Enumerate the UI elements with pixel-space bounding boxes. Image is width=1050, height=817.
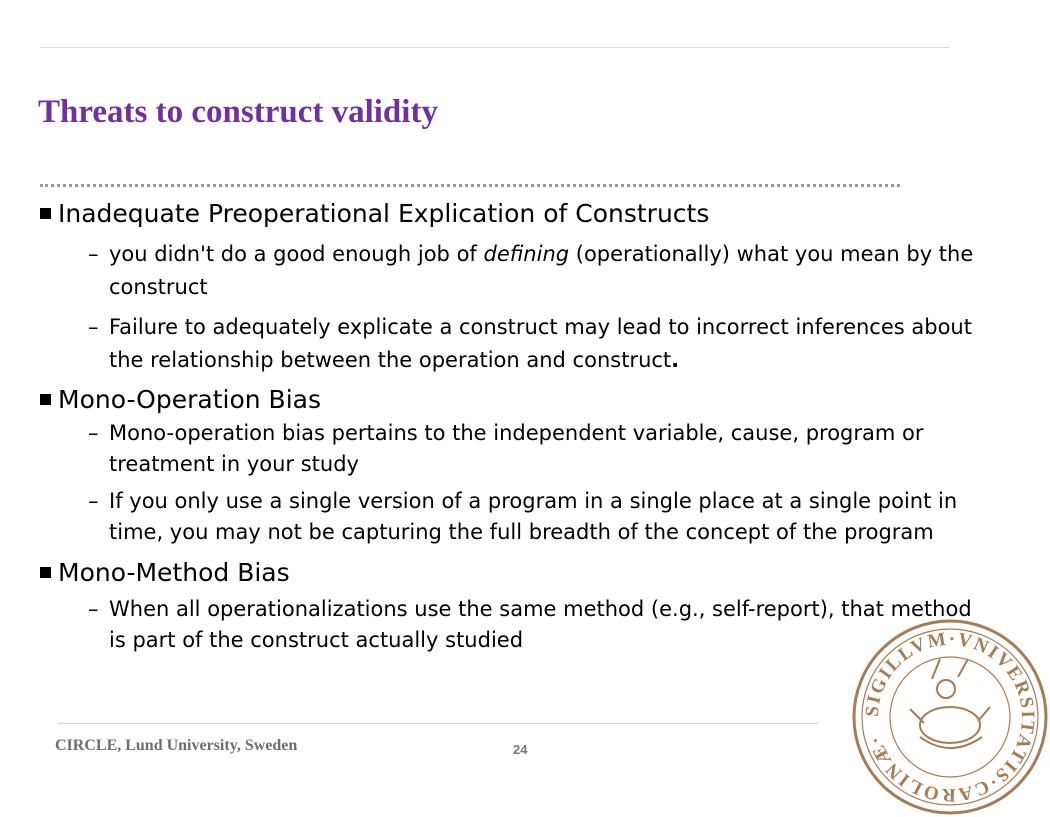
bullet-text: Mono-Method Bias (58, 558, 290, 587)
footer-divider (58, 723, 818, 724)
bullet-text: Inadequate Preoperational Explication of Constructs (58, 199, 710, 228)
dash-marker: – (88, 597, 99, 621)
dash-marker: – (88, 315, 99, 339)
top-divider (40, 47, 950, 48)
dash-marker: – (88, 489, 99, 513)
title-dotted-divider (40, 184, 900, 187)
svg-text:SIGILLVM·VNIVERSITATIS·CAROLIN (862, 629, 1038, 806)
slide-title: Threats to construct validity (38, 94, 438, 130)
square-bullet-icon (40, 208, 51, 219)
sub-bullet-defining (40, 238, 990, 304)
seal-inscription: SIGILLVM·VNIVERSITATIS·CAROLINÆ· (861, 628, 1039, 806)
sub-bullet-same-method (40, 594, 990, 656)
sub-bullet-text: Mono-operation bias pertains to the independent variable, cause, program or treatment in your study (109, 421, 924, 476)
sub-bullet-single-version (40, 486, 990, 548)
sub-bullet-period: . (671, 348, 680, 372)
sub-bullet-text: Failure to adequately explicate a construct may lead to incorrect inferences about the relationship between the operation and construct (109, 315, 972, 372)
sub-bullet-text-end: (operationally) what you mean by the construct (109, 242, 974, 299)
sub-bullet-text: When all operationalizations use the same method (e.g., self-report), that method is part of the construct actually studied (109, 597, 972, 652)
sub-bullet-text: If you only use a single version of a program in a single place at a single point in time, you may not be capturing the full breadth of the concept of the program (109, 489, 958, 544)
dash-marker: – (88, 242, 99, 266)
bullet-inadequate-explication (40, 197, 990, 231)
seal-figure (910, 659, 990, 748)
sub-bullet-mono-operation-definition (40, 418, 990, 480)
footer-organization: CIRCLE, Lund University, Sweden (55, 737, 298, 754)
sub-bullet-failure (40, 311, 990, 377)
university-seal-icon (850, 617, 1050, 817)
emphasis-defining: defining (483, 242, 570, 266)
dash-marker: – (88, 421, 99, 445)
square-bullet-icon (40, 394, 51, 405)
square-bullet-icon (40, 567, 51, 578)
page-number: 24 (513, 742, 528, 757)
slide-body (40, 197, 990, 656)
bullet-mono-method (40, 556, 990, 590)
bullet-text: Mono-Operation Bias (58, 385, 321, 414)
bullet-mono-operation (40, 383, 990, 417)
sub-bullet-text-start: you didn't do a good enough job of (109, 242, 484, 266)
